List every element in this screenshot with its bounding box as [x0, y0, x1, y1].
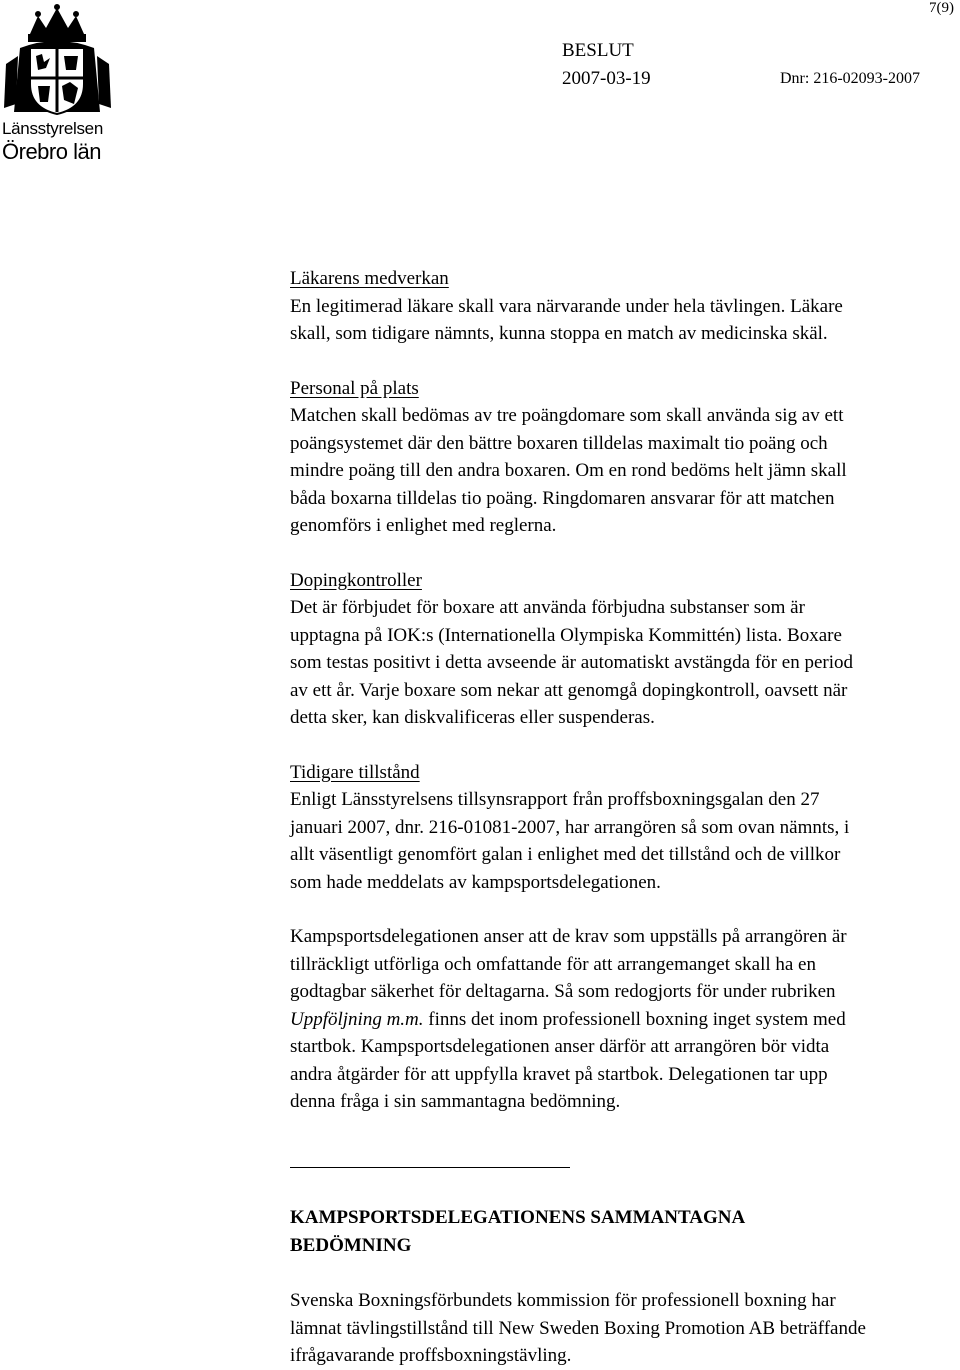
- body-line: Enligt Länsstyrelsens tillsynsrapport från proffsboxningsgalan den 27: [290, 789, 820, 810]
- body-line: Matchen skall bedömas av tre poängdomare som skall använda sig av ett: [290, 405, 844, 426]
- body-line: allt väsentligt genomfört galan i enlighet med det tillstånd och de villkor: [290, 844, 841, 865]
- body-line: som hade meddelats av kampsportsdelegationen.: [290, 871, 661, 893]
- section-tidigare-tillstand: [290, 759, 960, 897]
- delegation-paragraph: [290, 923, 960, 1116]
- body-line: januari 2007, dnr. 216-01081-2007, har arrangören så som ovan nämnts, i: [290, 816, 850, 838]
- body-line: Kampsportsdelegationen anser att de krav som uppställs på arrangören är: [290, 926, 847, 947]
- section-personal-pa-plats: [290, 375, 960, 540]
- divider: [290, 1167, 570, 1168]
- diary-number: Dnr: 216-02093-2007: [780, 70, 920, 87]
- body-line: ifrågavarande proffsboxningstävling.: [290, 1345, 572, 1366]
- body-line: upptagna på IOK:s (Internationella Olympiska Kommittén) lista. Boxare: [290, 624, 842, 646]
- body-line: Det är förbjudet för boxare att använda förbjudna substanser som är: [290, 597, 805, 618]
- body-line: En legitimerad läkare skall vara närvarande under hela tävlingen. Läkare: [290, 295, 843, 317]
- body-line: skall, som tidigare nämnts, kunna stoppa en match av medicinska skäl.: [290, 323, 828, 344]
- body-line: båda boxarna tilldelas tio poäng. Ringdomaren ansvarar för att matchen: [290, 487, 835, 509]
- assessment-title-line: BEDÖMNING: [290, 1235, 412, 1256]
- body-line: denna fråga i sin sammantagna bedömning.: [290, 1091, 621, 1112]
- assessment-body: [290, 1287, 866, 1370]
- body-line: lämnat tävlingstillstånd till New Sweden Boxing Promotion AB beträffande: [290, 1317, 866, 1339]
- body-line: andra åtgärder för att uppfylla kravet på startbok. Delegationen tar upp: [290, 1063, 828, 1085]
- body-line: mindre poäng till den andra boxaren. Om en rond bedöms helt jämn skall: [290, 460, 847, 481]
- section-dopingkontroller: [290, 567, 960, 732]
- section-lakarens-medverkan: [290, 265, 960, 348]
- assessment-title: [290, 1204, 745, 1260]
- italic-reference: Uppföljning m.m.: [290, 1008, 424, 1030]
- section-heading: Läkarens medverkan: [290, 268, 449, 289]
- body-line: Svenska Boxningsförbundets kommission för professionell boxning har: [290, 1290, 836, 1311]
- body-text: finns det inom professionell boxning inget system med: [423, 1008, 846, 1030]
- body-line: poängsystemet där den bättre boxaren tilldelas maximalt tio poäng och: [290, 432, 828, 454]
- body-line: startbok. Kampsportsdelegationen anser därför att arrangören bör vidta: [290, 1036, 830, 1057]
- coat-of-arms-icon: [0, 4, 115, 116]
- lansstyrelsen-logo: [0, 4, 115, 164]
- section-heading: Tidigare tillstånd: [290, 761, 420, 783]
- section-heading: Dopingkontroller: [290, 569, 422, 591]
- logo-text-line2: Örebro län: [2, 139, 101, 164]
- document-type: BESLUT: [562, 40, 634, 61]
- body-line: tillräckligt utförliga och omfattande för att arrangemanget skall ha en: [290, 953, 816, 975]
- body-line: godtagbar säkerhet för deltagarna. Så som redogjorts för under rubriken: [290, 981, 836, 1002]
- body-line: av ett år. Varje boxare som nekar att genomgå dopingkontroll, oavsett när: [290, 679, 848, 701]
- document-date: 2007-03-19: [562, 68, 651, 89]
- logo-text-line1: Länsstyrelsen: [2, 119, 103, 138]
- body-line: [290, 1006, 960, 1034]
- body-line: som testas positivt i detta avseende är automatiskt avstängda för en period: [290, 652, 853, 673]
- body-line: genomförs i enlighet med reglerna.: [290, 515, 557, 536]
- section-heading: Personal på plats: [290, 377, 419, 399]
- assessment-title-line: KAMPSPORTSDELEGATIONENS SAMMANTAGNA: [290, 1207, 746, 1228]
- page-number: 7(9): [929, 0, 954, 16]
- body-line: detta sker, kan diskvalificeras eller suspenderas.: [290, 707, 655, 728]
- document-body: [290, 265, 960, 1143]
